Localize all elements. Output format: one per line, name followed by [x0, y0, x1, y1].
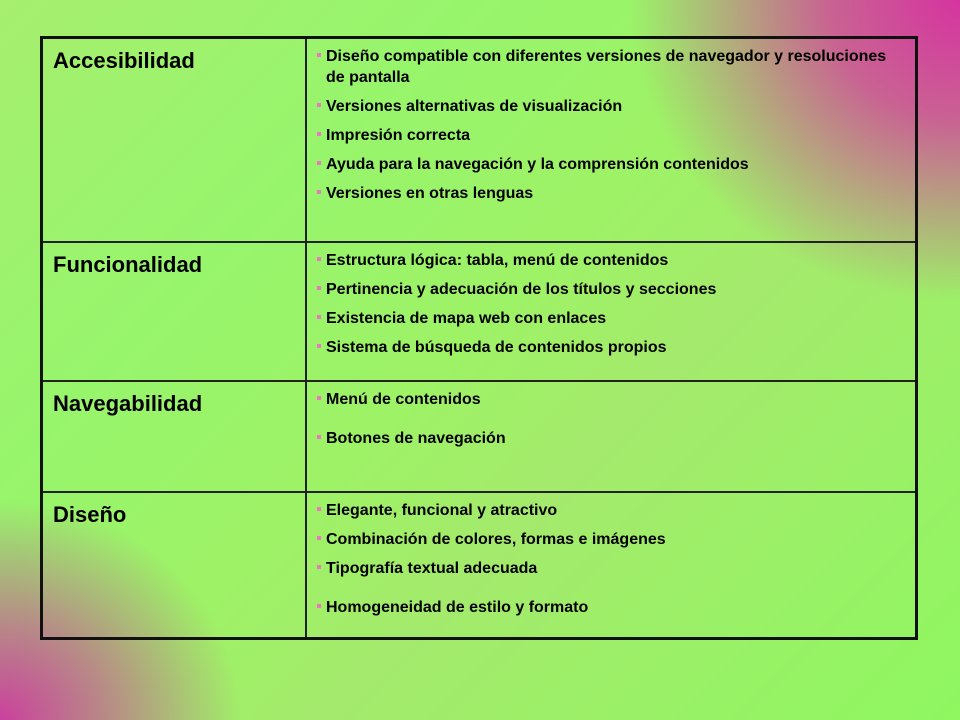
- list-item: Elegante, funcional y atractivo: [317, 500, 895, 521]
- list-item: Impresión correcta: [317, 125, 895, 146]
- list-item: Existencia de mapa web con enlaces: [317, 308, 895, 329]
- list-item: Combinación de colores, formas e imágenes: [317, 529, 895, 550]
- row-content-funcionalidad: [307, 243, 915, 380]
- list-item: Menú de contenidos: [317, 389, 895, 410]
- row-label-funcionalidad: Funcionalidad: [43, 243, 307, 380]
- list-item: Versiones en otras lenguas: [317, 183, 895, 204]
- table-row-diseno: [43, 491, 915, 637]
- row-content-accesibilidad: [307, 39, 915, 241]
- row-label-diseno: Diseño: [43, 493, 307, 637]
- criteria-table: [40, 36, 918, 640]
- list-item: Sistema de búsqueda de contenidos propios: [317, 337, 895, 358]
- list-item: Diseño compatible con diferentes versiones de navegador y resoluciones de pantalla: [317, 46, 895, 88]
- list-item: Tipografía textual adecuada: [317, 558, 895, 579]
- list-item: Botones de navegación: [317, 428, 895, 449]
- row-label-navegabilidad: Navegabilidad: [43, 382, 307, 491]
- list-item: Pertinencia y adecuación de los títulos y secciones: [317, 279, 895, 300]
- row-content-diseno: [307, 493, 915, 637]
- list-item: Homogeneidad de estilo y formato: [317, 597, 895, 618]
- table-row-accesibilidad: [43, 39, 915, 241]
- row-content-navegabilidad: [307, 382, 915, 491]
- table-row-funcionalidad: [43, 241, 915, 380]
- row-label-accesibilidad: Accesibilidad: [43, 39, 307, 241]
- list-item: Versiones alternativas de visualización: [317, 96, 895, 117]
- list-item: Ayuda para la navegación y la comprensión contenidos: [317, 154, 895, 175]
- list-item: Estructura lógica: tabla, menú de contenidos: [317, 250, 895, 271]
- table-row-navegabilidad: [43, 380, 915, 491]
